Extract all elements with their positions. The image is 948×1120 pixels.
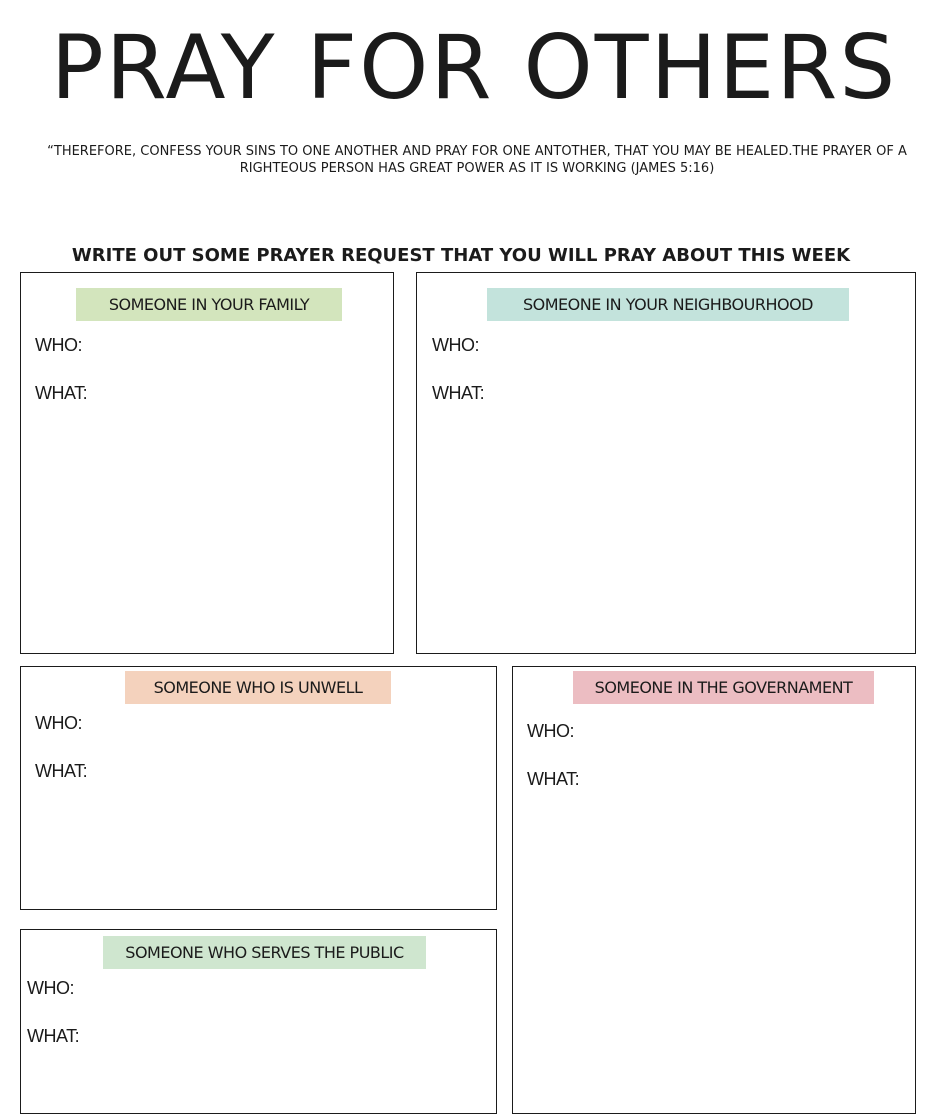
page-title: PRAY FOR OTHERS <box>50 16 898 119</box>
card-unwell <box>20 666 497 910</box>
family-who-field[interactable] <box>93 333 383 357</box>
card-public <box>20 929 497 1114</box>
instruction-heading: WRITE OUT SOME PRAYER REQUEST THAT YOU WILL PRAY ABOUT THIS WEEK <box>71 245 851 266</box>
who-label: WHO: <box>27 978 74 998</box>
card-government <box>512 666 916 1114</box>
card-neighbourhood <box>416 272 916 654</box>
who-label: WHO: <box>527 721 574 741</box>
card-heading-family: SOMEONE IN YOUR FAMILY <box>76 288 342 321</box>
card-heading-neighbourhood: SOMEONE IN YOUR NEIGHBOURHOOD <box>487 288 849 321</box>
card-heading-unwell: SOMEONE WHO IS UNWELL <box>125 671 391 704</box>
public-who-field[interactable] <box>85 976 475 1000</box>
what-label: WHAT: <box>35 383 88 403</box>
family-what-field[interactable] <box>105 381 383 636</box>
public-what-field[interactable] <box>97 1024 475 1099</box>
what-label: WHAT: <box>432 383 485 403</box>
scripture-verse: “THEREFORE, CONFESS YOUR SINS TO ONE ANOTHER AND PRAY FOR ONE ANTOTHER, THAT YOU MAY BE HEALED.THE PRAYER OF A RIGHTEOUS PERSON HAS GREAT POWER AS IT IS WORKING (JAMES 5:16) <box>47 144 907 176</box>
government-what-field[interactable] <box>597 767 901 1087</box>
neighbourhood-what-field[interactable] <box>503 381 901 636</box>
what-label: WHAT: <box>35 761 88 781</box>
government-who-field[interactable] <box>585 719 901 743</box>
who-label: WHO: <box>432 335 479 355</box>
card-heading-government: SOMEONE IN THE GOVERNAMENT <box>573 671 874 704</box>
what-label: WHAT: <box>27 1026 80 1046</box>
unwell-who-field[interactable] <box>93 711 483 735</box>
card-heading-public: SOMEONE WHO SERVES THE PUBLIC <box>103 936 426 969</box>
unwell-what-field[interactable] <box>105 759 483 889</box>
who-label: WHO: <box>35 335 82 355</box>
neighbourhood-who-field[interactable] <box>491 333 901 357</box>
who-label: WHO: <box>35 713 82 733</box>
what-label: WHAT: <box>527 769 580 789</box>
card-family <box>20 272 394 654</box>
